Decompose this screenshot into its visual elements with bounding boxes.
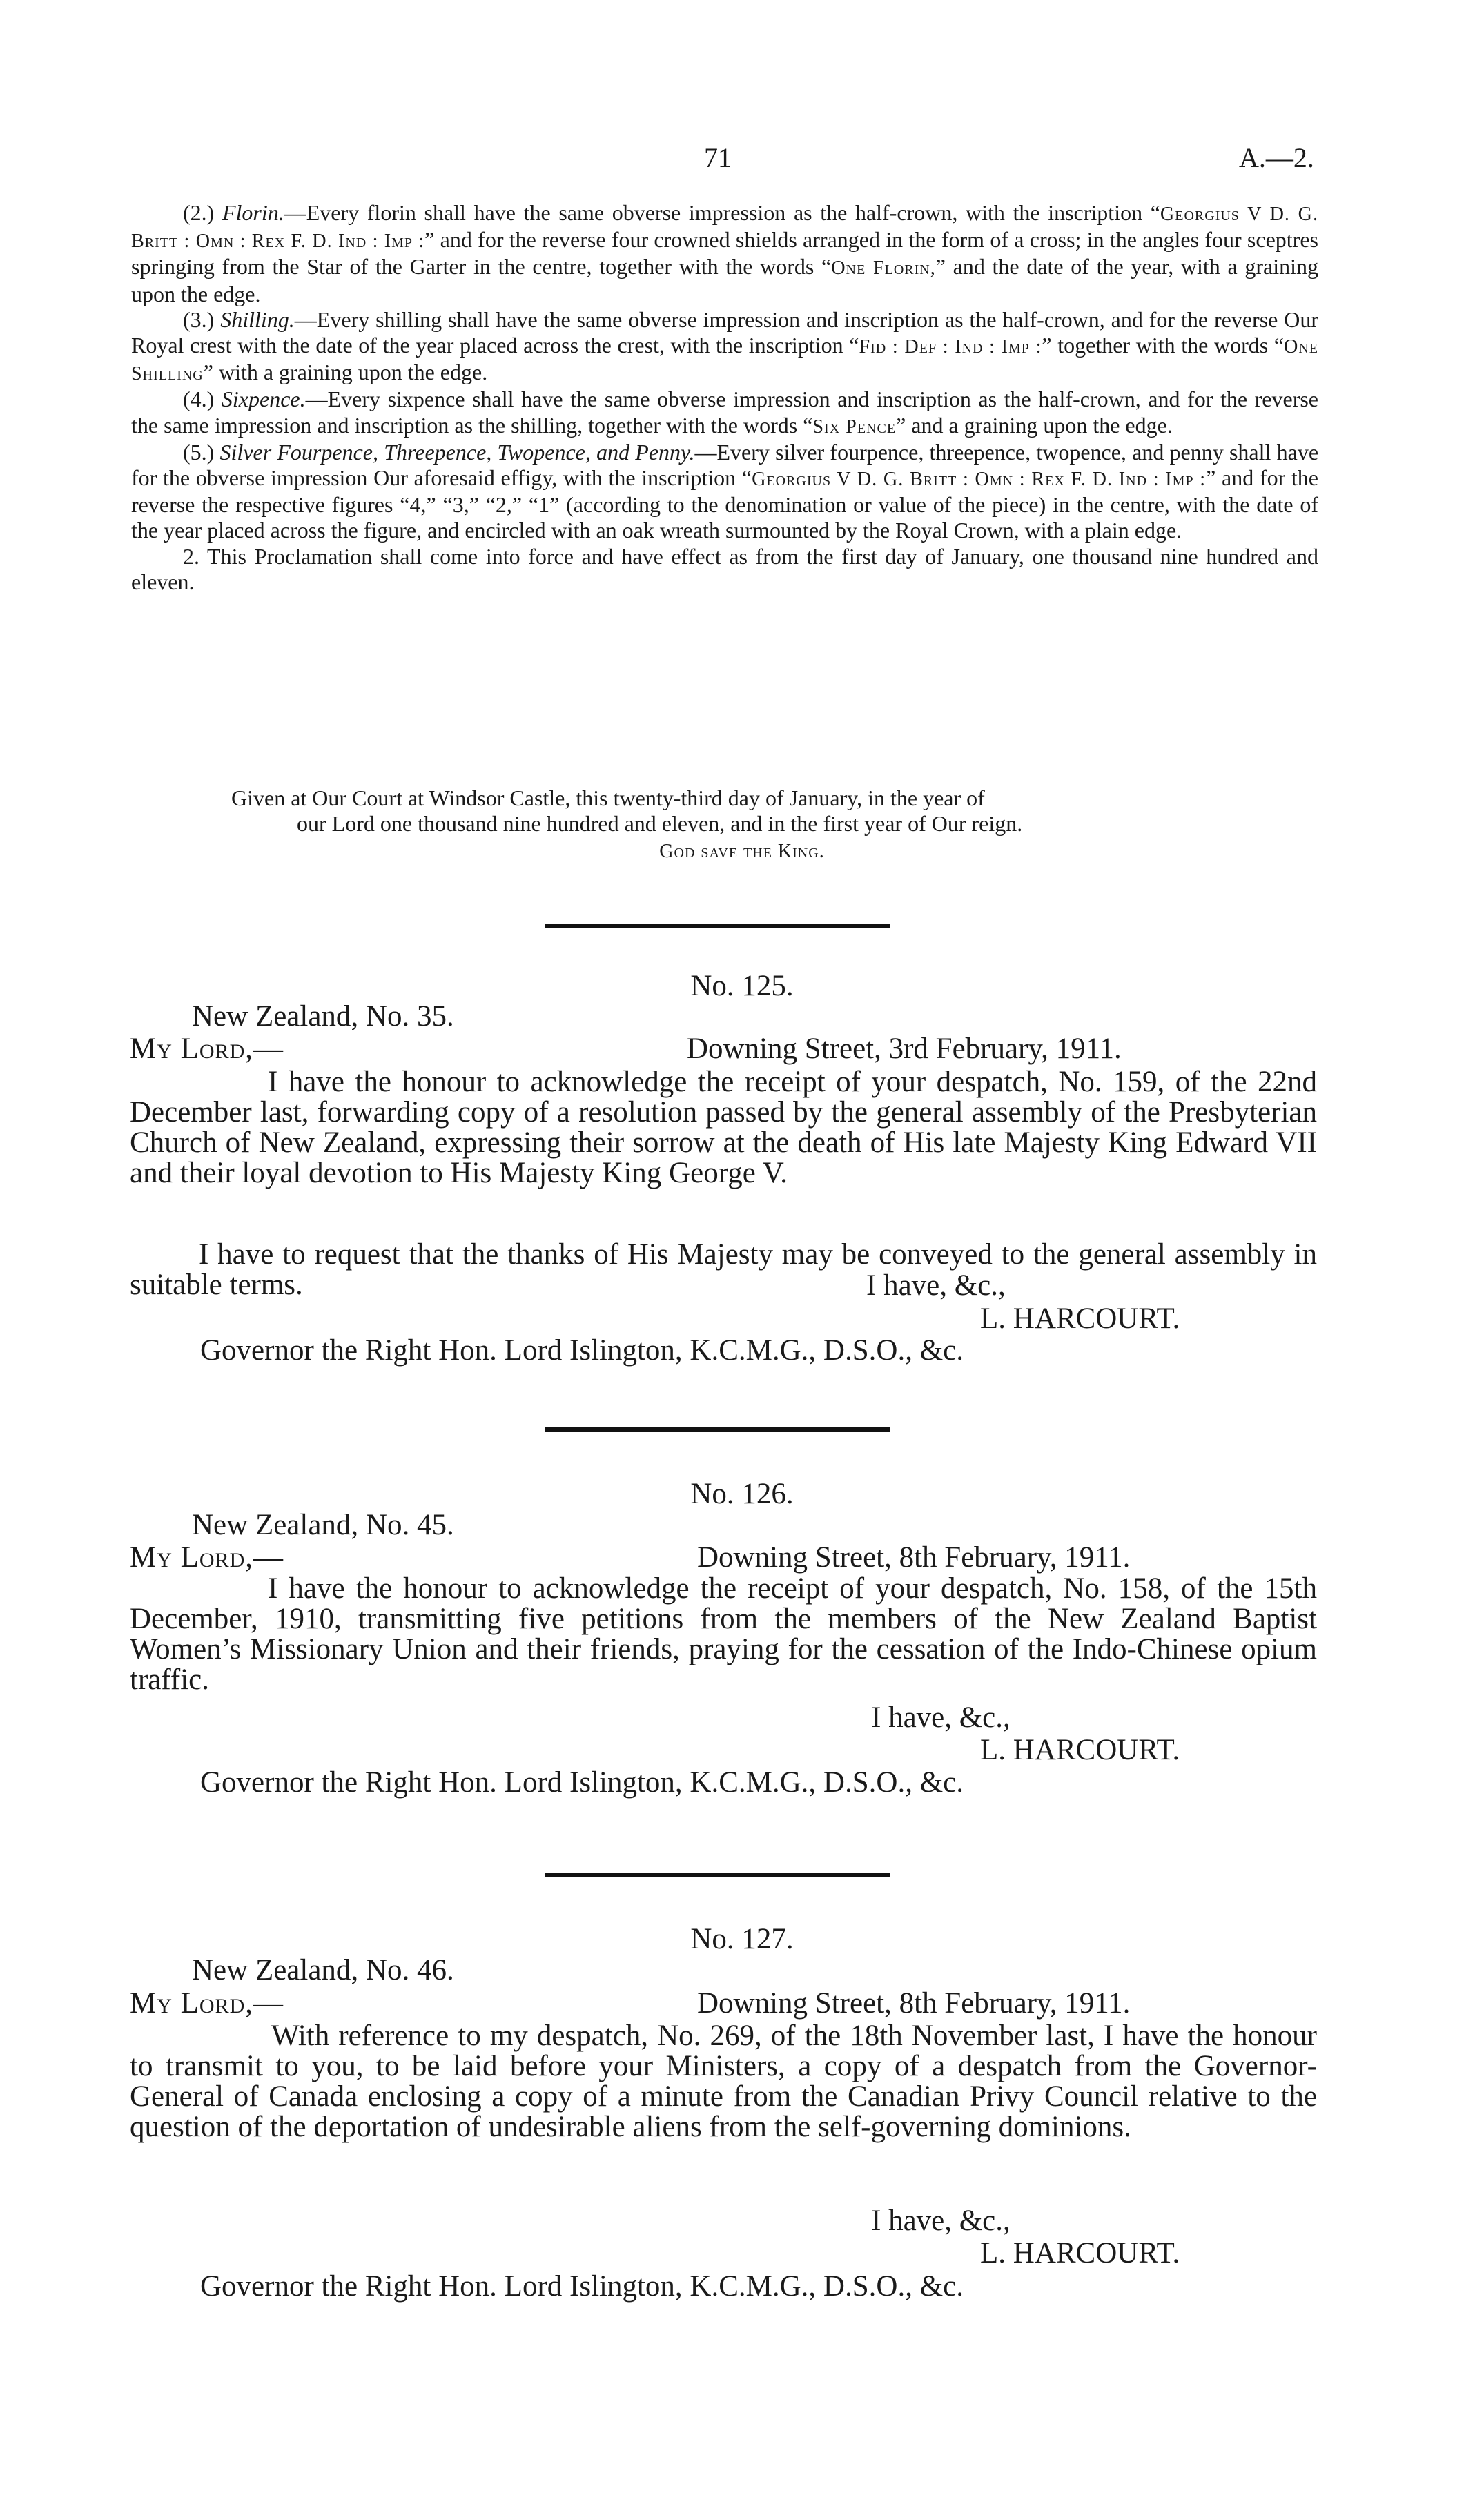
closing: I have, &c., (866, 1269, 1006, 1302)
section-divider (545, 1427, 890, 1432)
signature: L. HARCOURT. (980, 1302, 1180, 1335)
closing: I have, &c., (871, 2205, 1011, 2237)
place-date: Downing Street, 3rd February, 1911. (687, 1033, 1122, 1065)
despatch-number: No. 127. (690, 1923, 794, 1955)
place-date: Downing Street, 8th February, 1911. (697, 1987, 1131, 2020)
body-paragraph: I have the honour to acknowledge the receipt of your despatch, No. 159, of the 22nd December last, forwarding copy of a resolution passed by the general assembly of the Presbyterian Church of New Zealand, expressing their sorrow at the death of His late Majesty King Edward VII and their loyal devotion to His Majesty King George V. (130, 1066, 1317, 1189)
given-line-1: Given at Our Court at Windsor Castle, this twenty-third day of January, in the year of (231, 785, 985, 810)
given-line-2: our Lord one thousand nine hundred and eleven, and in the first year of Our reign. (297, 811, 1023, 837)
closing: I have, &c., (871, 1701, 1011, 1734)
despatch-colony: New Zealand, No. 35. (192, 1000, 454, 1033)
salutation: My Lord,— (130, 1987, 284, 2020)
despatch-body (130, 2021, 1317, 2142)
salutation: My Lord,— (130, 1541, 284, 1574)
salutation: My Lord,— (130, 1033, 284, 1065)
body-paragraph: I have to request that the thanks of His Majesty may be conveyed to the general assembly in suitable terms. (130, 1238, 1317, 1301)
signature: L. HARCOURT. (980, 2237, 1180, 2269)
despatch-number: No. 126. (690, 1478, 794, 1510)
god-save-the-king: God save the King. (659, 841, 825, 862)
document-reference: A.—2. (1239, 142, 1314, 173)
body-paragraph: I have the honour to acknowledge the receipt of your despatch, No. 158, of the 15th December, 1910, transmitting five petitions from the members of the New Zealand Baptist Women’s Missionary Union and their friends, praying for the cessation of the Indo-Chinese opium traffic. (130, 1572, 1317, 1696)
silver-coins-clause: (5.) Silver Fourpence, Threepence, Twopence, and Penny.—Every silver fourpence, threepence, twopence, and penny shall have for the obverse impression Our aforesaid effigy, with the inscription “Georgius V D. G. Britt : Omn : Rex F. D. Ind : Imp :” and for the reverse the respective figures “4,” “3,” “2,” “1” (according to the denomination or value of the piece) in the centre, with the date of the year placed across the figure, and encircled with an oak wreath surmounted by the Royal Crown, with a plain edge. (131, 439, 1319, 543)
sixpence-clause: (4.) Sixpence.—Every sixpence shall have the same obverse impression and inscription as the half-crown, and for the reverse the same impression and inscription as the shilling, together with the words “Six Pence” and a graining upon the edge. (131, 387, 1319, 438)
florin-clause: (2.) Florin.—Every florin shall have the same obverse impression as the half-crown, with the inscription “Georgius V D. G. Britt : Omn : Rex F. D. Ind : Imp :” and for the reverse four crowned shields arranged in the form of a cross; in the angles four sceptres springing from the Star of the Garter in the centre, together with the words “One Florin,” and the date of the year, with a graining upon the edge. (131, 200, 1319, 306)
despatch-body (130, 1574, 1317, 1695)
given-at-clause (231, 785, 1318, 837)
addressee: Governor the Right Hon. Lord Islington, K.C.M.G., D.S.O., &c. (200, 1766, 964, 1799)
despatch-body (130, 1240, 1317, 1300)
despatch-number: No. 125. (690, 970, 794, 1002)
page-number: 71 (704, 142, 732, 173)
commencement-clause: 2. This Proclamation shall come into force and have effect as from the first day of January, one thousand nine hundred and eleven. (131, 543, 1318, 594)
proclamation-clauses (131, 200, 1318, 595)
despatch-body (130, 1067, 1317, 1189)
section-divider (545, 924, 890, 928)
signature: L. HARCOURT. (980, 1734, 1180, 1766)
addressee: Governor the Right Hon. Lord Islington, K.C.M.G., D.S.O., &c. (200, 2270, 964, 2303)
shilling-clause: (3.) Shilling.—Every shilling shall have the same obverse impression and inscription as the half-crown, and for the reverse Our Royal crest with the date of the year placed across the crest, with the inscription “Fid : Def : Ind : Imp :” together with the words “One Shilling” with a graining upon the edge. (131, 306, 1319, 385)
despatch-colony: New Zealand, No. 46. (192, 1954, 454, 1986)
despatch-colony: New Zealand, No. 45. (192, 1509, 454, 1541)
addressee: Governor the Right Hon. Lord Islington, K.C.M.G., D.S.O., &c. (200, 1334, 964, 1367)
body-paragraph: With reference to my despatch, No. 269, of the 18th November last, I have the honour to transmit to you, to be laid before your Ministers, a copy of a despatch from the Governor-General of Canada enclosing a copy of a minute from the Canadian Privy Council relative to the question of the deportation of undesirable aliens from the self-governing dominions. (130, 2020, 1317, 2143)
place-date: Downing Street, 8th February, 1911. (697, 1541, 1131, 1574)
section-divider (545, 1873, 890, 1877)
